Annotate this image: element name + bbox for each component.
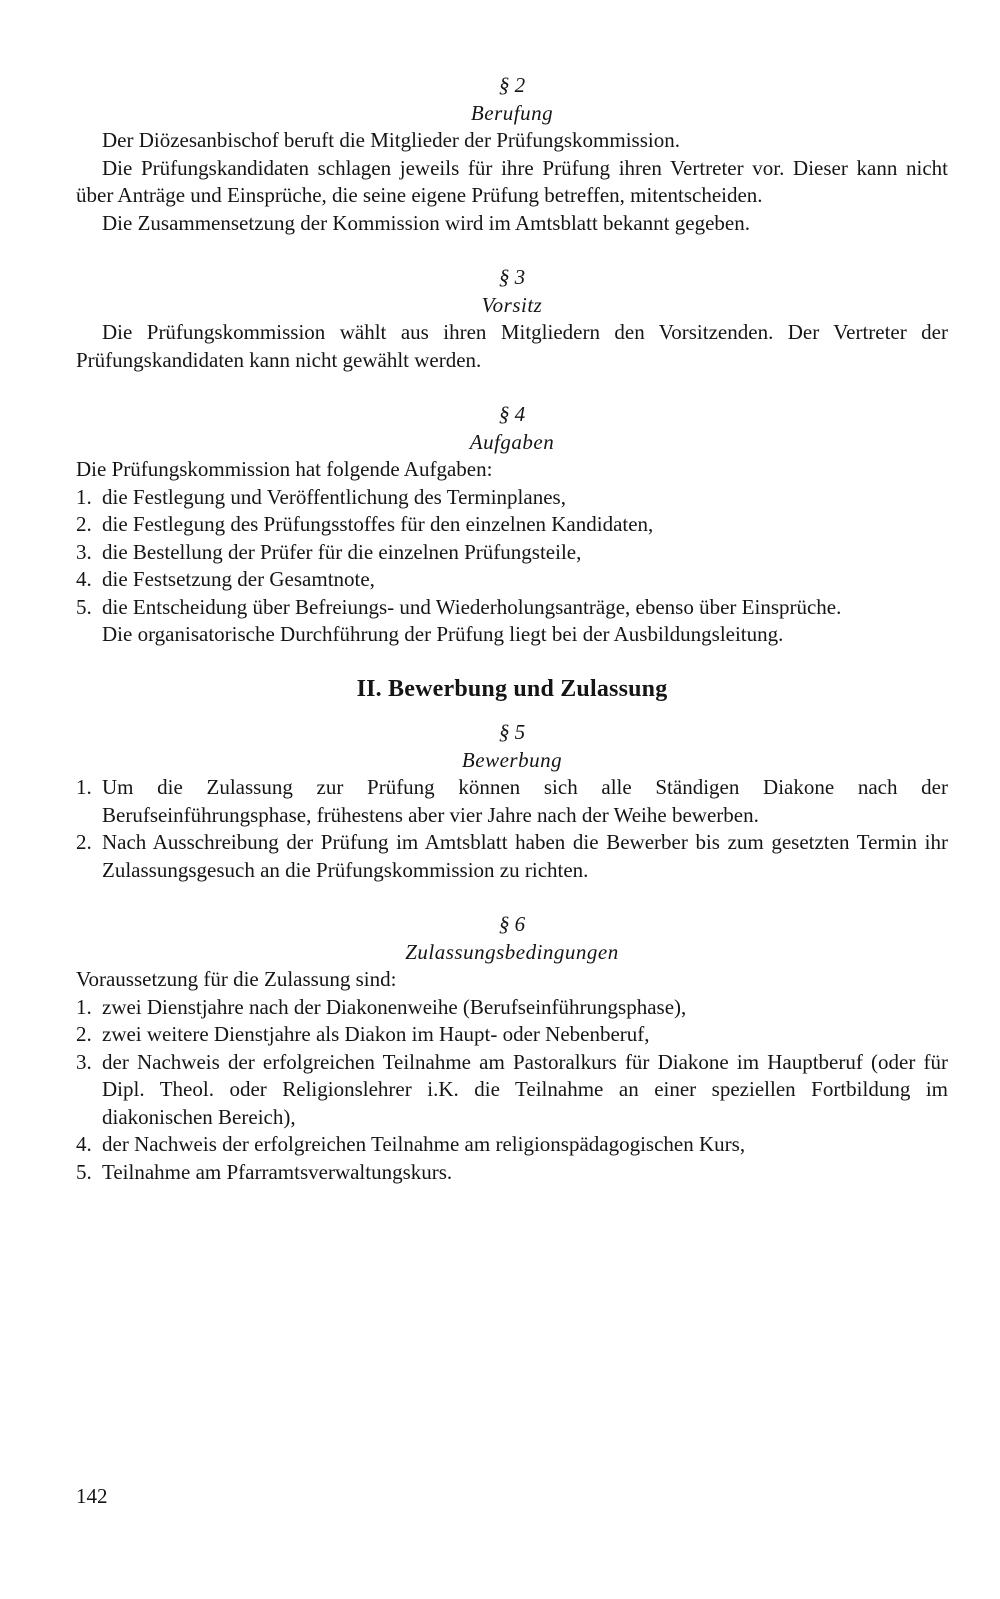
list-item: 1. Um die Zulassung zur Prüfung können sich alle Ständigen Diakone nach der Berufseinführungsphase, frühestens aber vier Jahre nach der Weihe bewerben. [76,775,948,827]
section-4-intro: Die Prüfungskommission hat folgende Aufgaben: [76,457,493,481]
list-item: 2. Nach Ausschreibung der Prüfung im Amtsblatt haben die Bewerber bis zum gesetzten Termin ihr Zulassungsgesuch an die Prüfungskommission zu richten. [76,830,948,882]
section-2-title: Berufung [470,100,554,125]
section-4-list [76,484,948,622]
section-5-title: Bewerbung [461,747,563,772]
list-item: 1. die Festlegung und Veröffentlichung des Terminplanes, [76,484,566,509]
section-3-title: Vorsitz [481,292,543,317]
chapter-heading: II. Bewerbung und Zulassung [356,675,668,702]
list-item: 4. der Nachweis der erfolgreichen Teilnahme am religionspädagogischen Kurs, [76,1132,746,1156]
list-item: 1. zwei Dienstjahre nach der Diakonenweihe (Berufseinführungsphase), [76,994,687,1019]
list-item: 5. die Entscheidung über Befreiungs- und Wiederholungsanträge, ebenso über Einsprüche. [76,594,842,619]
list-item: 2. die Festlegung des Prüfungsstoffes für den einzelnen Kandidaten, [76,512,654,536]
section-6-list [76,994,948,1187]
list-item: 2. zwei weitere Dienstjahre als Diakon im Haupt- oder Nebenberuf, [76,1022,650,1046]
page-number: 142 [76,1484,108,1508]
list-item: 3. der Nachweis der erfolgreichen Teilnahme am Pastoralkurs für Diakone im Hauptberuf (oder für Dipl. Theol. oder Religionslehrer i.K. die Teilnahme an einer speziellen Fortbildung im diakonischen Bereich), [76,1049,948,1129]
section-2-paragraph-3: Die Zusammensetzung der Kommission wird im Amtsblatt bekannt gegeben. [102,210,750,235]
section-5-list [76,774,948,884]
section-4-outro: Die organisatorische Durchführung der Prüfung liegt bei der Ausbildungsleitung. [102,622,784,646]
list-item: 5. Teilnahme am Pfarramtsverwaltungskurs. [76,1159,453,1184]
section-5-heading [76,719,948,774]
section-5-number: § 5 [498,720,526,744]
section-6-intro: Voraussetzung für die Zulassung sind: [76,967,397,991]
list-item: 4. die Festsetzung der Gesamtnote, [76,567,375,591]
section-2-number: § 2 [498,73,526,97]
section-4-heading [76,401,948,456]
section-6-heading [76,911,948,966]
document-page [76,72,948,1186]
section-2-paragraph-1: Der Diözesanbischof beruft die Mitglieder der Prüfungskommission. [102,128,680,152]
section-6-title: Zulassungsbedingungen [405,939,619,964]
section-2-paragraph-2: Die Prüfungskandidaten schlagen jeweils für ihre Prüfung ihren Vertreter vor. Dieser kann nicht über Anträge und Einsprüche, die seine eigene Prüfung betreffen, mitentscheiden. [76,155,948,207]
section-2-heading [76,72,948,127]
section-3-heading [76,264,948,319]
section-6-number: § 6 [498,912,526,936]
section-3-number: § 3 [498,265,526,289]
section-3-paragraph-1: Die Prüfungskommission wählt aus ihren Mitgliedern den Vorsitzenden. Der Vertreter der Prüfungskandidaten kann nicht gewählt werden. [76,320,948,372]
list-item: 3. die Bestellung der Prüfer für die einzelnen Prüfungsteile, [76,539,582,564]
section-4-number: § 4 [498,402,526,426]
section-4-title: Aufgaben [469,429,555,454]
